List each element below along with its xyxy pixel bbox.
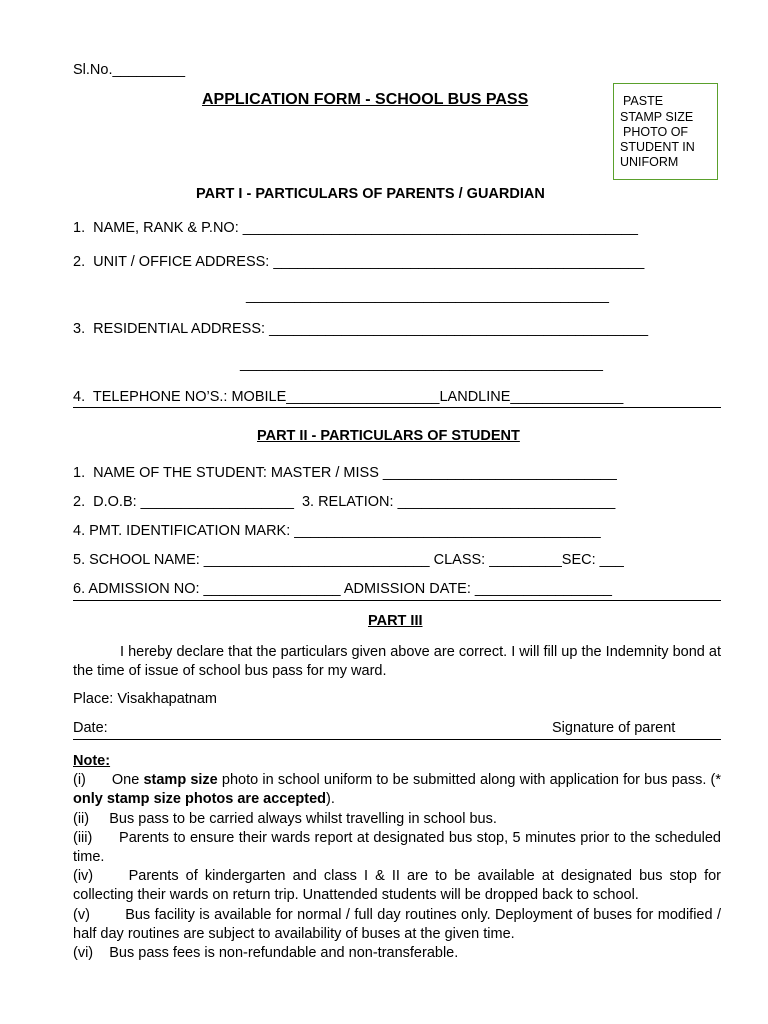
photo-box-line: PASTE (623, 94, 664, 108)
section-divider (73, 600, 721, 601)
photo-box-line: UNIFORM (620, 155, 679, 169)
notes-heading: Note: (73, 753, 111, 769)
dob-relation-field[interactable]: 2. D.O.B: ___________________ 3. RELATION: ___________________________ (73, 494, 616, 510)
note-item: (v) Bus facility is available for normal / full day routines only. Deployment of buses for modified / half day routines are subject to availability of buses at the given time. (73, 906, 726, 942)
photo-box-line: PHOTO OF (623, 125, 689, 139)
signature-label: Signature of parent (552, 720, 676, 736)
serial-number: Sl.No._________ (73, 62, 186, 78)
residential-address-field-2[interactable]: _____________________________________________ (240, 356, 603, 372)
declaration-text: I hereby declare that the particulars given above are correct. I will fill up the Indemnity bond at the time of issue of school bus pass for my ward. (73, 644, 721, 679)
note-item: (vi) Bus pass fees is non-refundable and non-transferable. (73, 945, 459, 962)
note-text: ). (326, 791, 335, 808)
photo-box-line: STAMP SIZE (620, 110, 694, 124)
section-divider (73, 739, 721, 740)
part3-heading: PART III (368, 613, 423, 629)
note-item: (iii) Parents to ensure their wards report at designated bus stop, 5 minutes prior to the scheduled time. (73, 829, 726, 866)
note-text: photo in school uniform to be submitted along with application for bus pass. (* (217, 772, 721, 789)
note-bold-text: only stamp size photos are accepted (73, 791, 327, 808)
place-text: Place: Visakhapatnam (73, 691, 218, 707)
note-item: (ii) Bus pass to be carried always whilst travelling in school bus. (73, 810, 497, 827)
office-address-field-2[interactable]: _____________________________________________ (246, 288, 609, 304)
note-text: One (111, 772, 144, 789)
form-title: APPLICATION FORM - SCHOOL BUS PASS (202, 91, 529, 108)
note-item (73, 771, 721, 809)
photo-box-line: STUDENT IN (620, 140, 695, 154)
notes-section (73, 752, 726, 963)
residential-address-field[interactable]: 3. RESIDENTIAL ADDRESS: _______________________________________________ (73, 321, 649, 337)
admission-field[interactable]: 6. ADMISSION NO: _________________ ADMISSION DATE: _________________ (73, 581, 612, 597)
photo-box (613, 83, 718, 180)
student-name-field[interactable]: 1. NAME OF THE STUDENT: MASTER / MISS _____________________________ (73, 465, 617, 481)
part2-heading: PART II - PARTICULARS OF STUDENT (257, 428, 520, 444)
telephone-field[interactable]: 4. TELEPHONE NO’S.: MOBILE___________________LANDLINE______________ (73, 389, 624, 405)
office-address-field[interactable]: 2. UNIT / OFFICE ADDRESS: ______________________________________________ (73, 254, 645, 270)
section-divider (73, 407, 721, 408)
part1-heading: PART I - PARTICULARS OF PARENTS / GUARDIAN (196, 186, 545, 202)
date-label: Date: (73, 720, 108, 736)
identification-mark-field[interactable]: 4. PMT. IDENTIFICATION MARK: ______________________________________ (73, 523, 601, 539)
note-number: (i) (73, 772, 86, 789)
school-name-field[interactable]: 5. SCHOOL NAME: ____________________________ CLASS: _________SEC: ___ (73, 552, 624, 568)
note-bold-text: stamp size (143, 772, 218, 789)
parent-name-field[interactable]: 1. NAME, RANK & P.NO: _________________________________________________ (73, 220, 638, 236)
note-item: (iv) Parents of kindergarten and class I & II are to be available at designated bus stop for collecting their wards on return trip. Unattended students will be dropped back to school. (73, 868, 726, 904)
